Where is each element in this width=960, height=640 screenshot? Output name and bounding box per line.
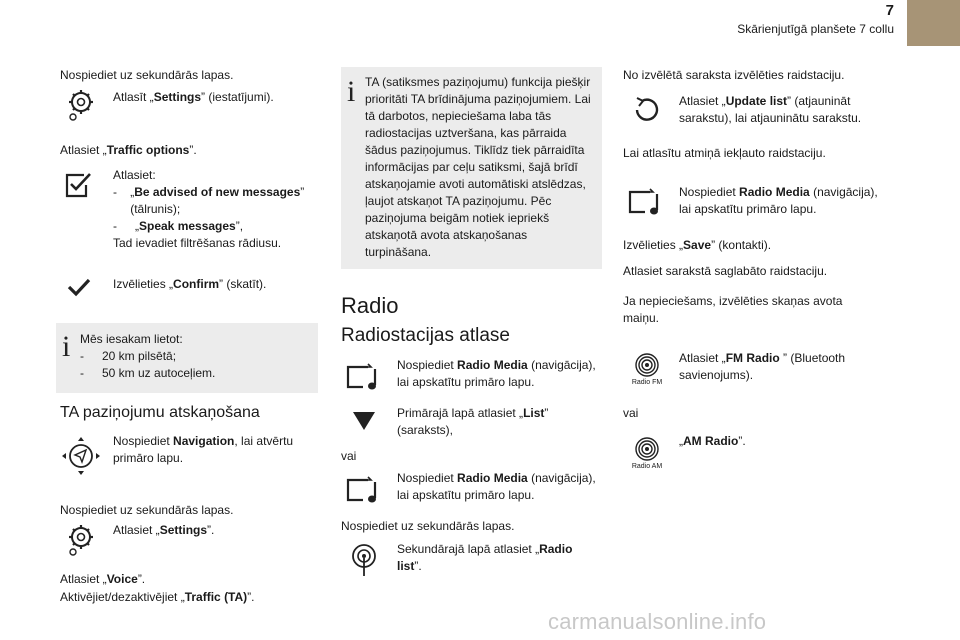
section-heading: TA paziņojumu atskaņošana [60,404,260,421]
radio-fm-label: Radio FM [631,379,663,386]
navigation-icon [61,436,101,476]
or-text: vai [341,449,357,463]
radio-media-icon [345,363,383,393]
radio-heading: Radio [341,293,399,318]
radio-media-icon [627,188,665,218]
list-instruction: Primārajā lapā atlasiet „List” (saraksts), [397,406,549,437]
instruction-text-2: Nospiediet uz sekundārās lapas. [60,503,234,517]
traffic-options-instruction: Atlasiet „Traffic options”. [60,143,197,157]
watermark: carmanualsonline.info [548,609,767,634]
instruction-text: Nospiediet uz sekundārās lapas. [60,68,234,82]
ta-info-box [341,67,602,269]
radio-media-icon [345,476,383,506]
radio-fm-icon [634,352,660,378]
ta-info-text: TA (satiksmes paziņojumu) funkcija piešķir prioritāti TA brīdinājuma paziņojumiem. Lai tā darbotos, nepieciešama laba tās radiostacijas uztveršana, kas pārraida šādus paziņojumus. Tiklīdz tiek pārraidīta informācijas par ceļu satiksmi, šajā brīdī atskaņojamie avoti automātiski atslēdzas, ļaujot atskaņot TA paziņojumu. Pēc paziņojuma beigām notiek iepriekš atskaņotā avota atskaņošanas turpināšana. [365,75,591,259]
radio-media-instruction-2: Nospiediet Radio Media (navigācija), lai apskatītu primāro lapu. [397,471,596,502]
save-instruction: Izvēlieties „Save” (kontakti). [623,238,772,252]
choose-station-text: No izvēlētā saraksta izvēlēties raidstaciju. [623,68,845,82]
confirm-instruction: Izvēlieties „Confirm” (skatīt). [113,277,267,291]
fm-radio-instruction: Atlasiet „FM Radio ” (Bluetooth savienojums). [679,351,846,382]
radio-list-icon [349,543,379,577]
settings-instruction-2: Atlasiet „Settings”. [113,523,215,537]
settings-instruction: Atlasīt „Settings” (iestatījumi). [113,90,274,104]
or-text-2: vai [623,406,639,420]
header-title: Skārienjutīgā planšete 7 collu [737,22,894,36]
radio-am-icon [634,436,660,462]
settings-icon [64,90,98,122]
page-number: 7 [885,2,894,19]
saved-station-text: Atlasiet sarakstā saglabāto raidstaciju. [623,264,828,278]
radio-am-label: Radio AM [631,463,663,470]
check-icon [67,277,91,297]
triangle-down-icon [351,410,377,432]
refresh-icon [633,95,661,125]
memory-station-text: Lai atlasītu atmiņā iekļauto raidstaciju. [623,146,826,160]
info-icon: i [62,330,71,363]
station-selection-heading: Radiostacijas atlase [341,325,510,346]
info-icon: i [347,75,356,108]
chapter-tab [907,0,960,46]
radio-list-instruction: Sekundārajā lapā atlasiet „Radio list”. [397,542,573,573]
checkbox-edit-icon [64,171,94,199]
settings-icon [64,525,98,557]
radio-media-instruction-3: Nospiediet Radio Media (navigācija), lai apskatītu primāro lapu. [679,185,878,216]
recommendation-box: i Mēs iesakam lietot: - 20 km pilsētā; - 50 km uz autoceļiem. [56,323,318,393]
am-radio-instruction: „AM Radio”. [679,434,746,448]
source-change-text: Ja nepieciešams, izvēlēties skaņas avota maiņu. [623,294,843,325]
ta-toggle-instruction: Aktivējiet/dezaktivējiet „Traffic (TA)”. [60,590,255,604]
select-options-block: Atlasiet: - „Be advised of new messages” (tālrunis); - „Speak messages”, Tad ievadiet filtrēšanas rādiusu. [113,168,305,250]
radio-media-instruction: Nospiediet Radio Media (navigācija), lai apskatītu primāro lapu. [397,358,596,389]
update-list-instruction: Atlasiet „Update list” (atjaunināt sarakstu), lai atjauninātu sarakstu. [679,94,862,125]
instruction-text-3: Nospiediet uz sekundārās lapas. [341,519,515,533]
navigation-instruction: Nospiediet Navigation, lai atvērtu primāro lapu. [113,434,294,465]
voice-instruction: Atlasiet „Voice”. [60,572,146,586]
